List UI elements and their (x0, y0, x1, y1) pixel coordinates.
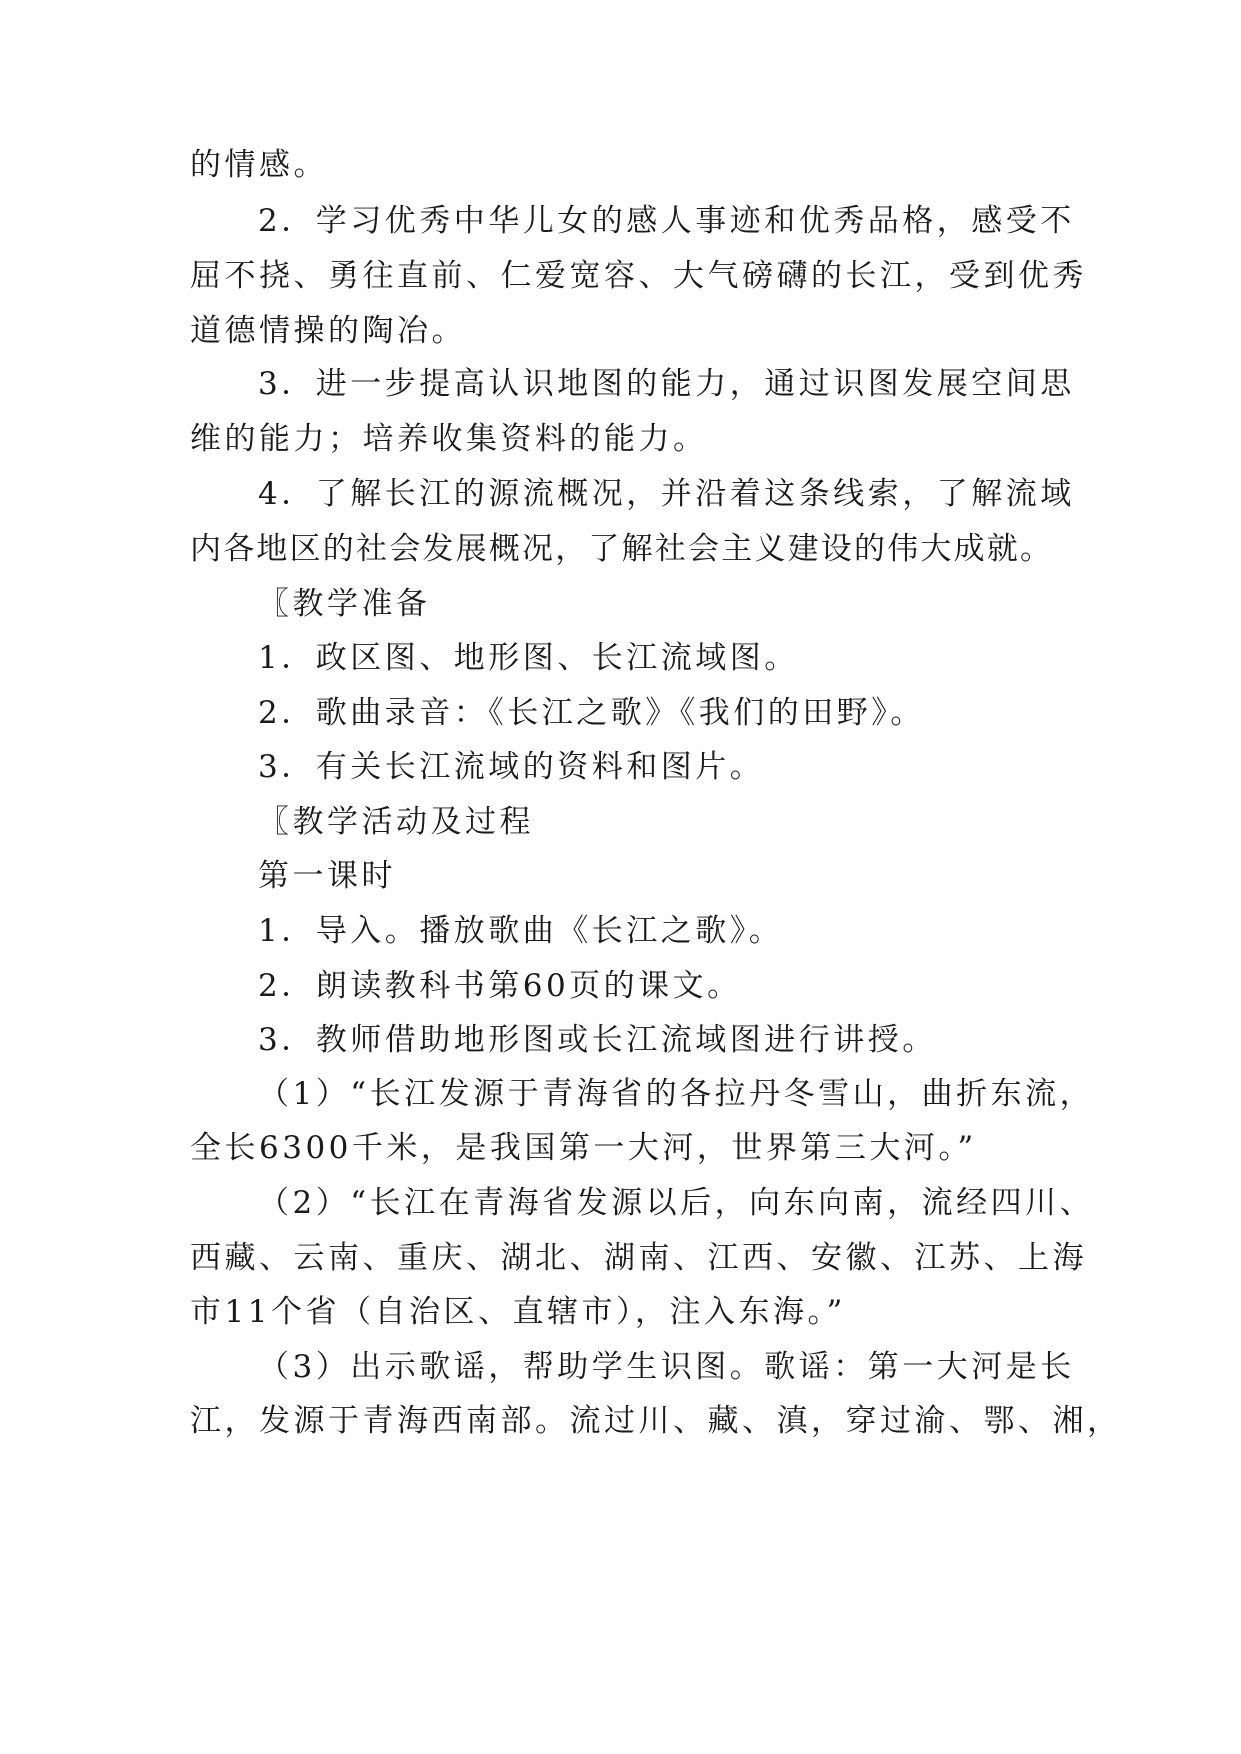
sub-step-1-line-2: 全长6300千米，是我国第一大河，世界第三大河。” (190, 1130, 977, 1166)
section-heading-preparation: 〖教学准备 (258, 586, 431, 622)
sub-step-1-line-1: （1）“长江发源于青海省的各拉丹冬雪山，曲折东流， (258, 1076, 1095, 1112)
objective-4-line-2: 内各地区的社会发展概况，了解社会主义建设的伟大成就。 (190, 531, 1054, 567)
objective-3-line-2: 维的能力；培养收集资料的能力。 (190, 421, 708, 457)
lesson-heading: 第一课时 (258, 858, 396, 894)
activity-step-2: 2．朗读教科书第60页的课文。 (258, 968, 742, 1004)
paragraph-line: 的情感。 (190, 147, 328, 183)
objective-3-line-1: 3．进一步提高认识地图的能力，通过识图发展空间思 (258, 366, 1075, 402)
activity-step-1: 1．导入。播放歌曲《长江之歌》。 (258, 913, 784, 949)
sub-step-3-line-1: （3）出示歌谣，帮助学生识图。歌谣：第一大河是长 (258, 1349, 1075, 1385)
objective-4-line-1: 4．了解长江的源流概况，并沿着这条线索，了解流域 (258, 476, 1075, 512)
sub-step-3-line-2: 江，发源于青海西南部。流过川、藏、滇，穿过渝、鄂、湘， (190, 1403, 1122, 1439)
sub-step-2-line-2: 西藏、云南、重庆、湖北、湖南、江西、安徽、江苏、上海 (190, 1240, 1087, 1276)
activity-step-3: 3．教师借助地形图或长江流域图进行讲授。 (258, 1022, 937, 1058)
sub-step-2-line-1: （2）“长江在青海省发源以后，向东向南，流经四川、 (258, 1185, 1095, 1221)
section-heading-activities: 〖教学活动及过程 (258, 804, 534, 840)
sub-step-2-line-3: 市11个省（自治区、直辖市），注入东海。” (190, 1294, 846, 1330)
preparation-item-3: 3．有关长江流域的资料和图片。 (258, 749, 765, 785)
preparation-item-1: 1．政区图、地形图、长江流域图。 (258, 640, 799, 676)
objective-2-line-3: 道德情操的陶冶。 (190, 313, 466, 349)
objective-2-line-2: 屈不挠、勇往直前、仁爱宽容、大气磅礴的长江，受到优秀 (190, 258, 1087, 294)
objective-2-line-1: 2．学习优秀中华儿女的感人事迹和优秀品格，感受不 (258, 203, 1075, 239)
preparation-item-2: 2．歌曲录音：《长江之歌》《我们的田野》。 (258, 695, 925, 731)
